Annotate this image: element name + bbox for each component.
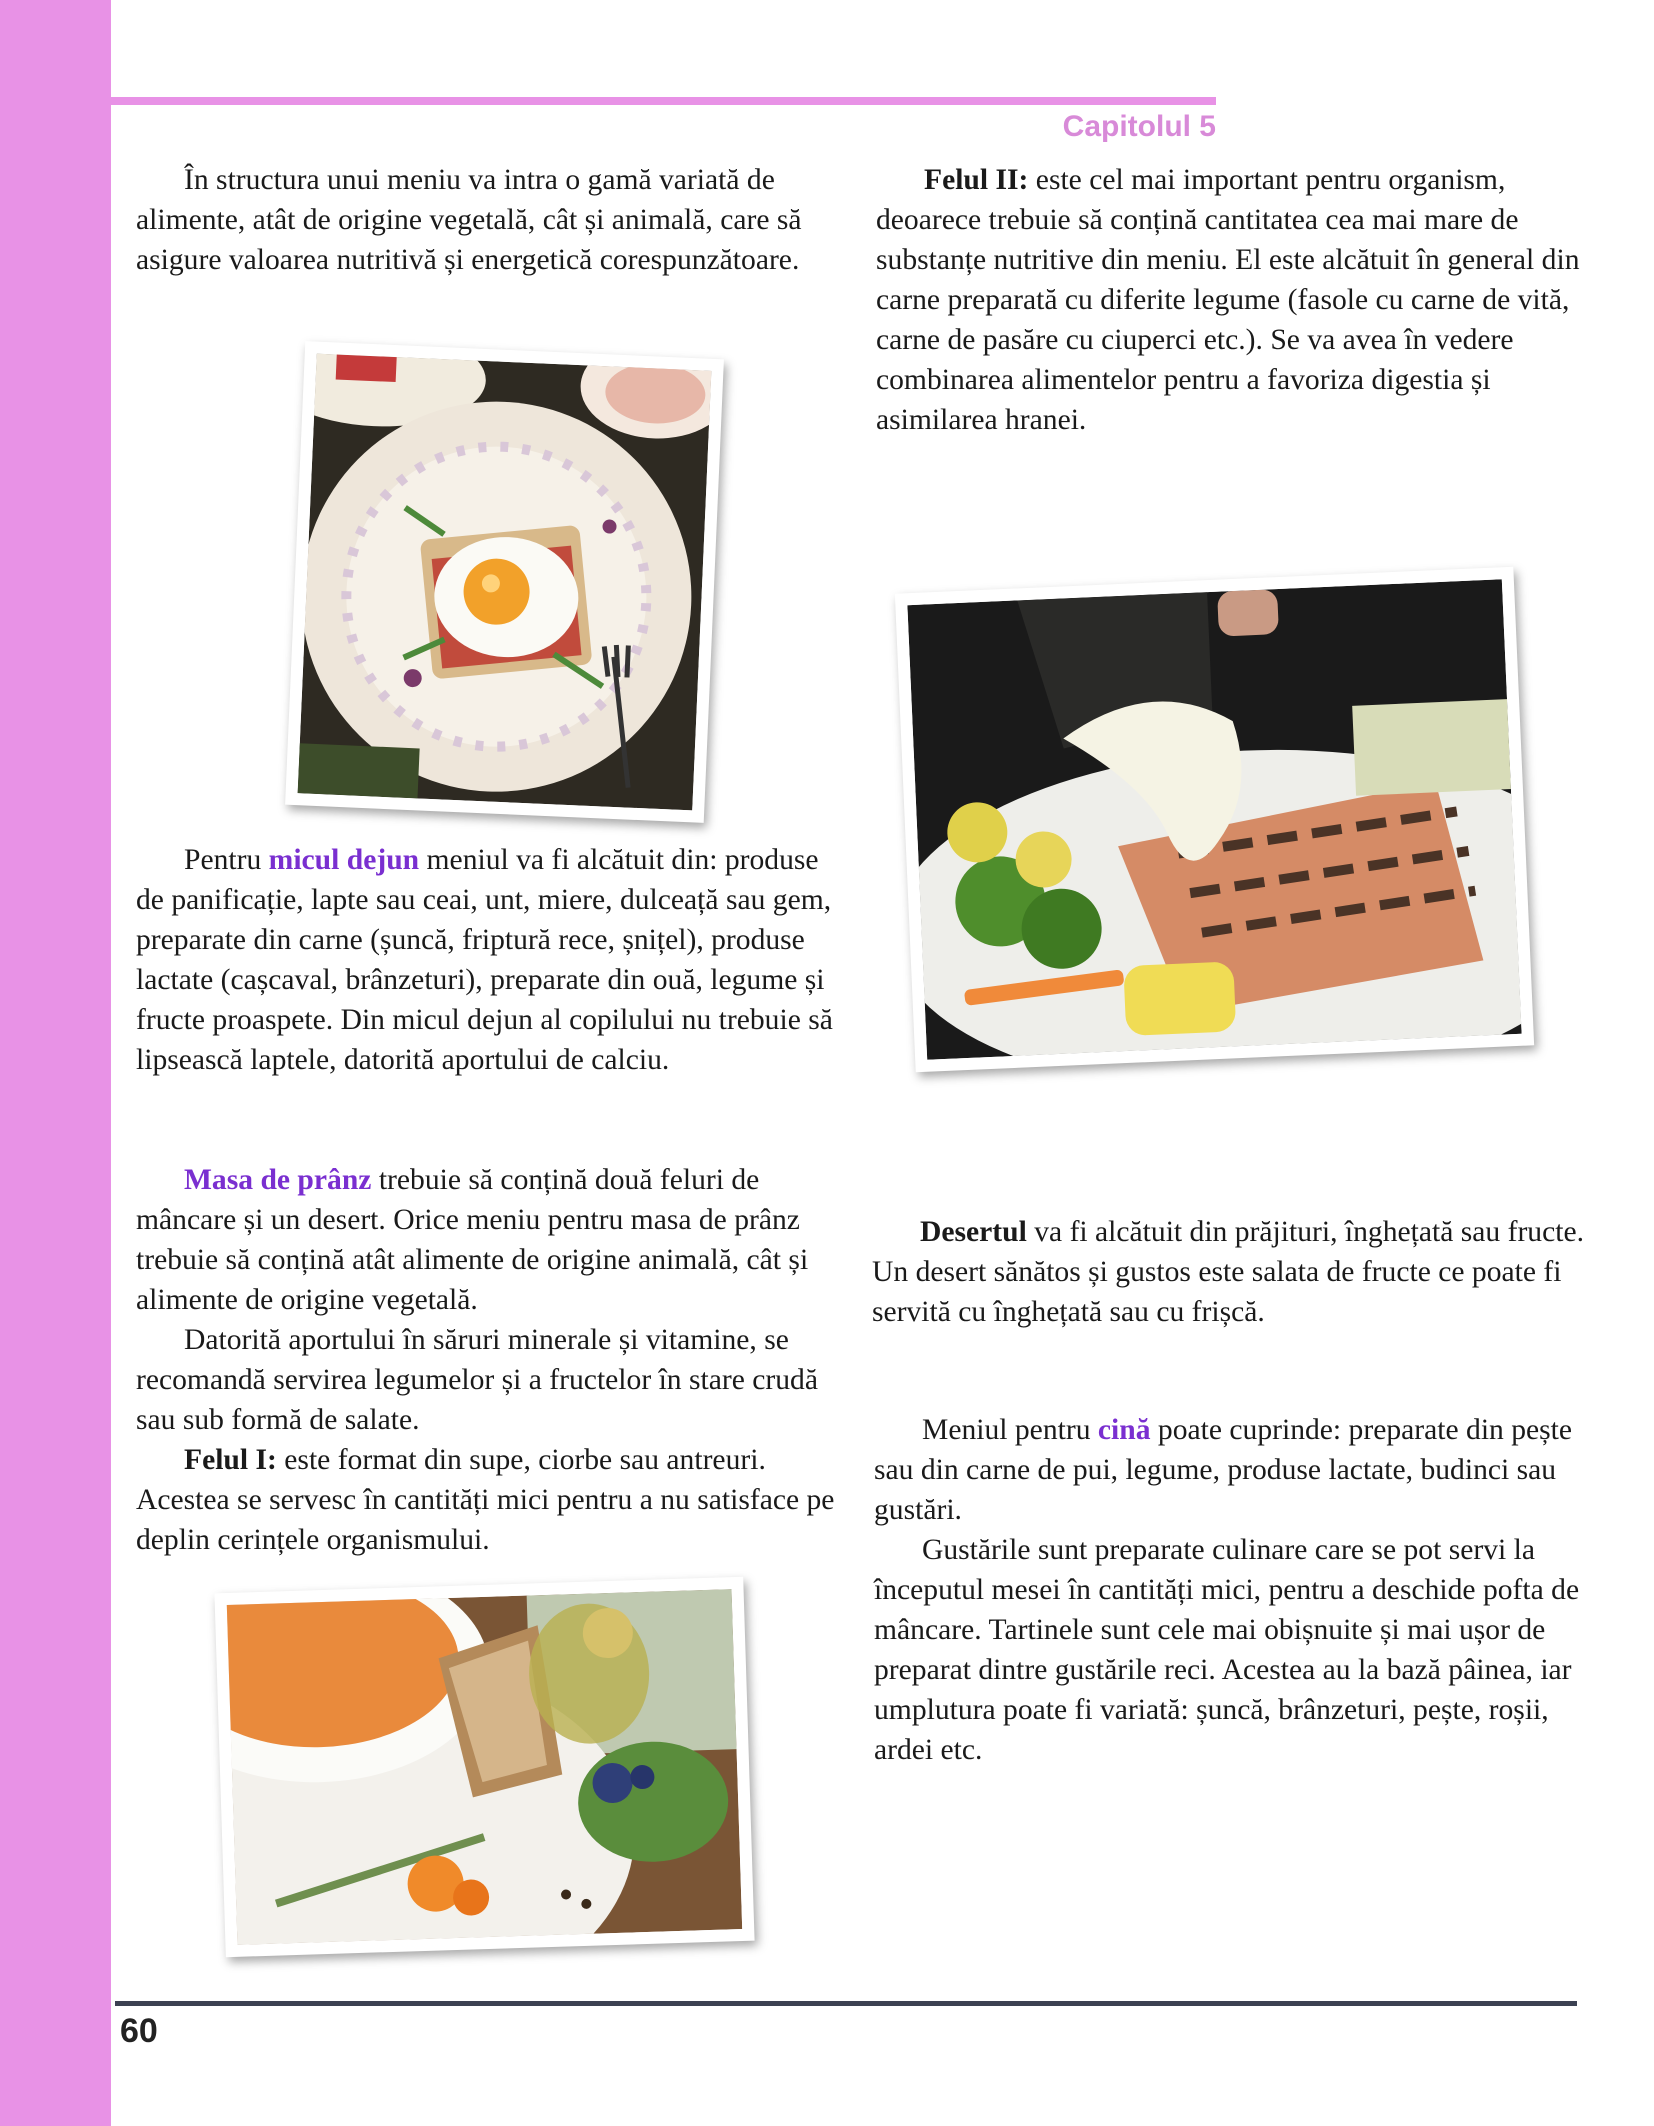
vitamins-paragraph: Datorită aportului în săruri minerale și vitamine, se recomandă servirea legumelor și a fructelor în stare crudă sau sub formă de salate.: [136, 1324, 818, 1436]
breakfast-paragraph: Pentru micul dejun meniul va fi alcătuit din: produse de panificație, lapte sau ceai, unt, miere, dulceață sau gem, preparate din carne (șuncă, friptură rece, șnițel), produse lactate (cașcaval, brânzeturi), preparate din ouă, legume și fructe proaspete. Din micul dejun al copilului nu trebuie să lipsească laptele, datorită aportului de calciu.: [136, 844, 833, 1076]
egg-toast-photo: [285, 341, 724, 823]
dinner-term: cină: [1097, 1414, 1151, 1446]
breakfast-term: micul dejun: [268, 844, 420, 876]
salmon-photo: [895, 567, 1534, 1073]
dinner-section: Meniul pentru cină poate cuprinde: preparate din pește sau din carne de pui, legume, produse lactate, budinci sau gustări. Gustările sunt preparate culinare care se pot servi la începutul mesei în cantități mici, pentru a deschide pofta de mâncare. Tartinele sunt cele mai obișnuite și mai ușor de preparat dintre gustările reci. Acestea au la bază pâinea, iar umplutura poate fi variată: șuncă, brânzeturi, pește, roșii, ardei etc.: [874, 1410, 1587, 1770]
intro-paragraph: În structura unui meniu va intra o gamă variată de alimente, atât de origine vegetală, cât și animală, care să asigure valoarea nutritivă și energetică corespunzătoare.: [136, 164, 802, 276]
snacks-paragraph: Gustările sunt preparate culinare care se pot servi la începutul mesei în cantități mici, pentru a deschide pofta de mâncare. Tartinele sunt cele mai obișnuite și mai ușor de preparat dintre gustările reci. Acestea au la bază pâinea, iar umplutura poate fi variată: șuncă, brânzeturi, pește, roșii, ardei etc.: [874, 1534, 1580, 1766]
felul2-paragraph: Felul II: este cel mai important pentru organism, deoarece trebuie să conțină cantitatea cea mai mare de substanțe nutritive din meniu. El este alcătuit în general din carne preparată cu diferite legume (fasole cu carne de vită, carne de pasăre cu ciuperci etc.). Se va avea în vedere combinarea alimentelor pentru a favoriza digestia și asimilarea hranei.: [876, 164, 1580, 436]
dessert-paragraph: Desertul va fi alcătuit din prăjituri, înghețată sau fructe. Un desert sănătos și gustos este salata de fructe ce poate fi servită cu înghețată sau cu frișcă.: [872, 1216, 1584, 1328]
header-rule: [111, 97, 1216, 105]
footer-rule: [115, 2001, 1577, 2006]
chapter-label: Capitolul 5: [1062, 110, 1216, 143]
felul1-paragraph: Felul I: este format din supe, ciorbe sau antreuri. Acestea se servesc în cantități mici pentru a nu satisface pe deplin cerințele organismului.: [136, 1444, 835, 1556]
page-sidebar-band: [0, 0, 111, 2126]
page-number: 60: [120, 2012, 158, 2050]
lunch-term: Masa de prânz: [184, 1164, 372, 1196]
soup-photo: [214, 1577, 754, 1957]
lunch-section: Masa de prânz trebuie să conțină două feluri de mâncare și un desert. Orice meniu pentru masa de prânz trebuie să conțină atât alimente de origine animală, cât și alimente de origine vegetală. Datorită aportului în săruri minerale și vitamine, se recomandă servirea legumelor și a fructelor în stare crudă sau sub formă de salate. Felul I: este format din supe, ciorbe sau antreuri. Acestea se servesc în cantități mici pentru a nu satisface pe deplin cerințele organismului.: [136, 1160, 841, 1560]
